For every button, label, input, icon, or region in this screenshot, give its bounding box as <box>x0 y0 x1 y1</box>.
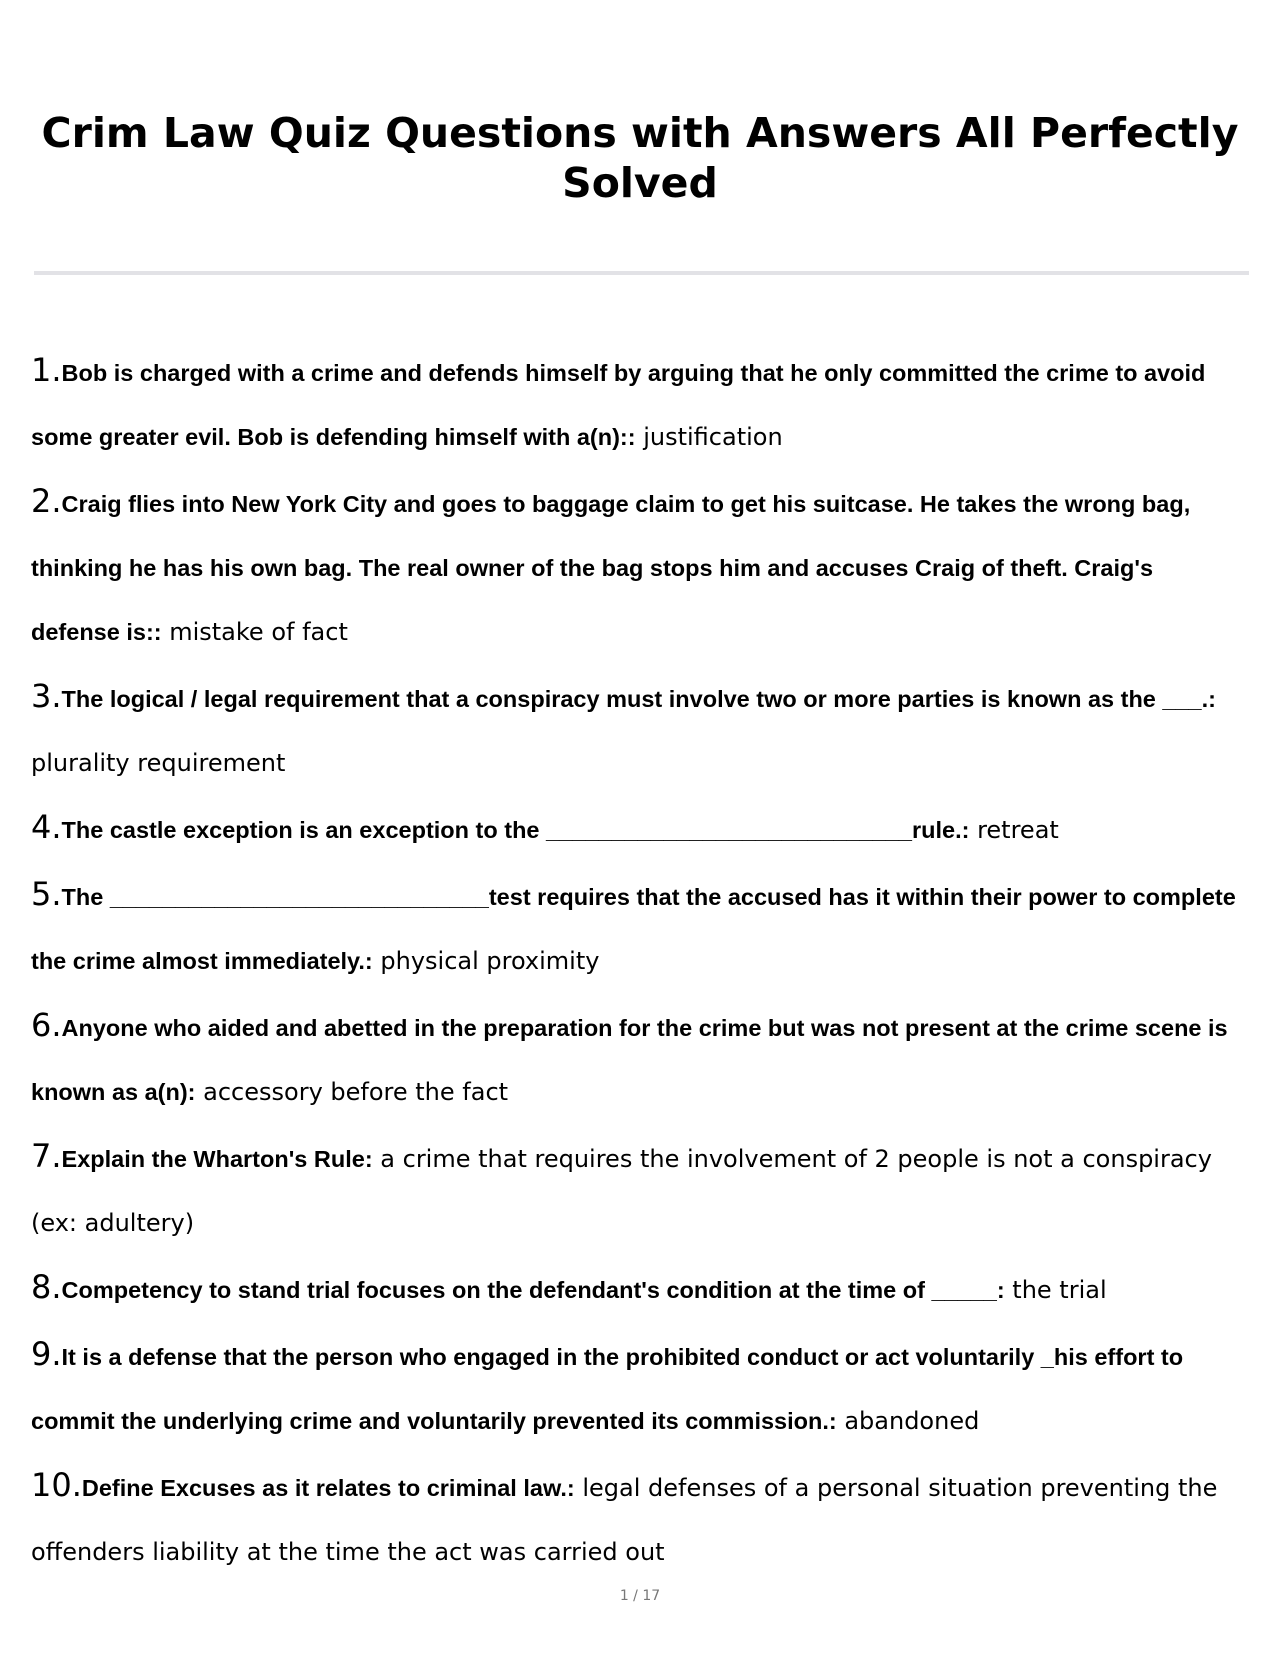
question-number: 5. <box>31 875 62 913</box>
question-text: The castle exception is an exception to the ____________________________rule.: <box>61 817 970 843</box>
title-divider <box>34 271 1249 275</box>
answer-text: legal defenses of a personal situation preventing the offenders liability at the time the act was carried out <box>31 1474 1218 1566</box>
document-title: Crim Law Quiz Questions with Answers All Perfectly Solved <box>41 109 1239 207</box>
question-item <box>31 340 1243 471</box>
answer-text: justification <box>635 423 783 451</box>
question-number: 10. <box>31 1466 82 1504</box>
answer-text: retreat <box>969 816 1059 844</box>
answer-text: accessory before the fact <box>195 1078 509 1106</box>
question-text: Competency to stand trial focuses on the defendant's condition at the time of _____: <box>61 1277 1005 1303</box>
question-text: Craig flies into New York City and goes to baggage claim to get his suitcase. He takes the wrong bag, thinking he has his own bag. The real owner of the bag stops him and accuses Craig of theft. Craig's defense is:: <box>31 491 1191 645</box>
question-item <box>31 864 1243 995</box>
answer-text: a crime that requires the involvement of 2 people is not a conspiracy (ex: adultery) <box>31 1145 1212 1237</box>
question-item <box>31 797 1243 864</box>
question-item <box>31 1455 1243 1586</box>
question-item <box>31 995 1243 1126</box>
question-item <box>31 1324 1243 1455</box>
question-text: The _____________________________test requires that the accused has it within their power to complete the crime almost immediately.: <box>31 884 1236 974</box>
question-item <box>31 666 1243 797</box>
question-text: The logical / legal requirement that a conspiracy must involve two or more parties is known as the ___.: <box>61 686 1216 712</box>
question-number: 1. <box>31 351 62 389</box>
question-text: Bob is charged with a crime and defends himself by arguing that he only committed the crime to avoid some greater evil. Bob is defending himself with a(n):: <box>31 360 1206 450</box>
question-number: 3. <box>31 677 62 715</box>
question-text: Anyone who aided and abetted in the preparation for the crime but was not present at the crime scene is known as a(n): <box>31 1015 1228 1105</box>
question-item <box>31 471 1243 666</box>
answer-text: plurality requirement <box>31 749 286 777</box>
question-text: It is a defense that the person who engaged in the prohibited conduct or act voluntarily _his effort to commit the underlying crime and voluntarily prevented its commission.: <box>31 1344 1184 1434</box>
question-number: 2. <box>31 482 62 520</box>
question-number: 4. <box>31 808 62 846</box>
question-list <box>31 340 1243 1586</box>
question-number: 8. <box>31 1268 62 1306</box>
question-item <box>31 1257 1243 1324</box>
answer-text: abandoned <box>836 1407 980 1435</box>
answer-text: the trial <box>1004 1276 1107 1304</box>
question-text: Explain the Wharton's Rule: <box>61 1146 373 1172</box>
page-number: 1 / 17 <box>619 1588 661 1604</box>
question-number: 6. <box>31 1006 62 1044</box>
answer-text: physical proximity <box>372 947 600 975</box>
question-number: 9. <box>31 1335 62 1373</box>
question-item <box>31 1126 1243 1257</box>
answer-text: mistake of fact <box>161 618 348 646</box>
question-number: 7. <box>31 1137 62 1175</box>
question-text: Define Excuses as it relates to criminal law.: <box>81 1475 575 1501</box>
